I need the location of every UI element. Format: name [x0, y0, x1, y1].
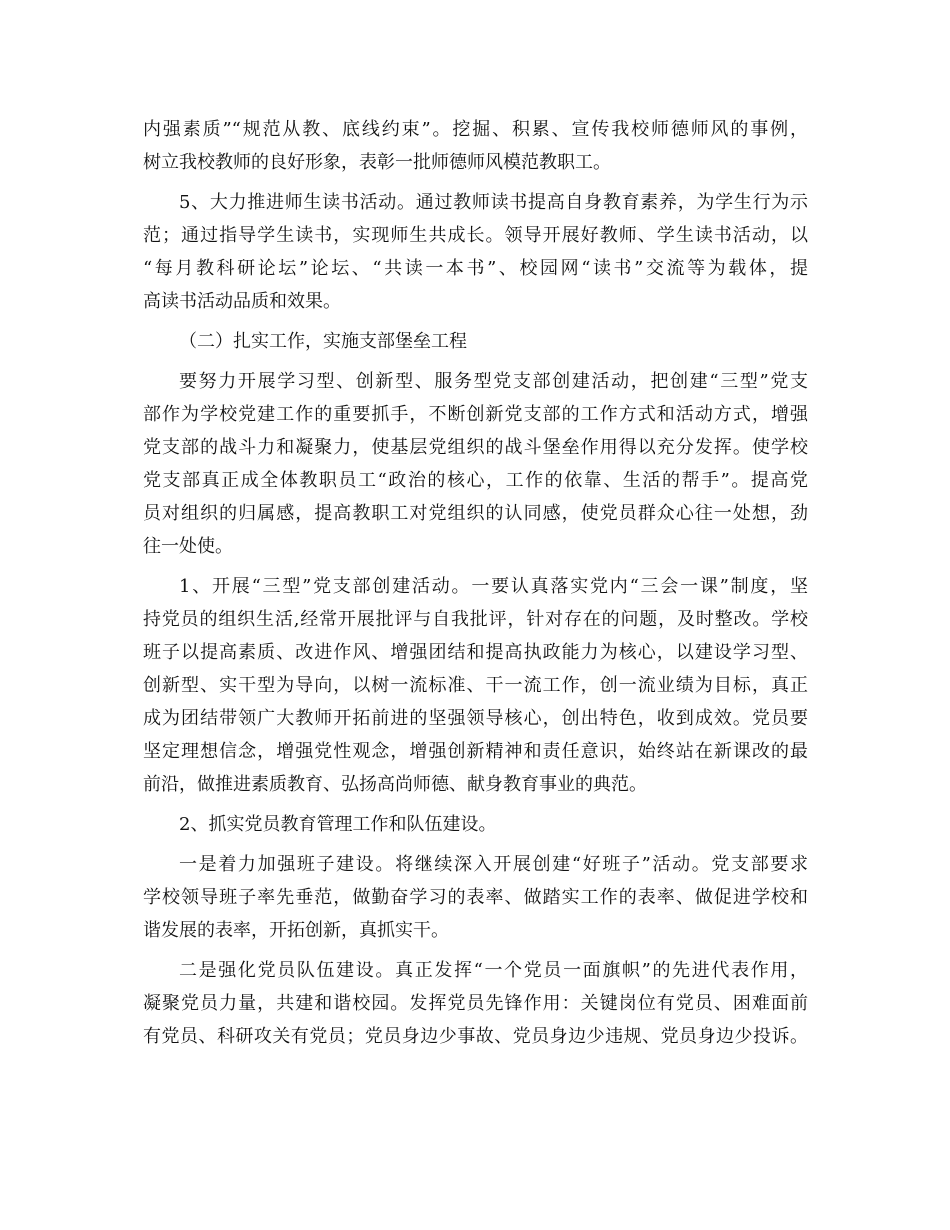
text-line: 2、抓实党员教育管理工作和队伍建设。: [179, 814, 497, 835]
text-line: 部作为学校党建工作的重要抓手，不断创新党支部的工作方式和活动方式，增强: [143, 404, 808, 425]
text-line: 员对组织的归属感，提高教职工对党组织的认同感，使党员群众心往一处想，劲: [143, 503, 808, 524]
text-line: 班子以提高素质、改进作风、增强团结和提高执政能力为核心，以建设学习型、: [143, 642, 808, 663]
text-line: “每月教科研论坛”论坛、“共读一本书”、校园网“读书”交流等为载体，提: [143, 258, 808, 279]
text-line: 1、开展“三型”党支部创建活动。一要认真落实党内“三会一课”制度，坚: [179, 576, 808, 597]
section-heading: （二）扎实工作，实施支部堡垒工程: [179, 331, 467, 352]
text-line: 高读书活动品质和效果。: [143, 291, 341, 312]
text-line: 一是着力加强班子建设。将继续深入开展创建“好班子”活动。党支部要求: [179, 854, 808, 875]
text-line: 成为团结带领广大教师开拓前进的坚强领导核心，创出特色，收到成效。党员要: [143, 708, 808, 729]
text-line: 要努力开展学习型、创新型、服务型党支部创建活动，把创建“三型”党支: [179, 371, 808, 392]
text-line: 前沿，做推进素质教育、弘扬高尚师德、献身教育事业的典范。: [143, 774, 647, 795]
text-line: 范；通过指导学生读书，实现师生共成长。领导开展好教师、学生读书活动，以: [143, 225, 808, 246]
text-line: 持党员的组织生活,经常开展批评与自我批评，针对存在的问题，及时整改。学校: [143, 609, 808, 630]
document-body: [143, 113, 808, 1053]
text-line: 5、大力推进师生读书活动。通过教师读书提高自身教育素养，为学生行为示: [179, 192, 808, 213]
text-line: 树立我校教师的良好形象，表彰一批师德师风模范教职工。: [143, 152, 611, 173]
text-line: 内强素质”“规范从教、底线约束”。挖掘、积累、宣传我校师德师风的事例，: [143, 119, 808, 140]
text-line: 党支部的战斗力和凝聚力，使基层党组织的战斗堡垒作用得以充分发挥。使学校: [143, 437, 808, 458]
text-line: 谐发展的表率，开拓创新，真抓实干。: [143, 920, 449, 941]
text-line: 凝聚党员力量，共建和谐校园。发挥党员先锋作用：关键岗位有党员、困难面前: [143, 993, 808, 1014]
text-line: 有党员、科研攻关有党员；党员身边少事故、党员身边少违规、党员身边少投诉。: [143, 1026, 808, 1047]
text-line: 二是强化党员队伍建设。真正发挥“一个党员一面旗帜”的先进代表作用，: [179, 960, 808, 981]
text-line: 学校领导班子率先垂范，做勤奋学习的表率、做踏实工作的表率、做促进学校和: [143, 887, 808, 908]
text-line: 往一处使。: [143, 536, 233, 557]
text-line: 坚定理想信念，增强党性观念，增强创新精神和责任意识，始终站在新课改的最: [143, 741, 808, 762]
text-line: 党支部真正成全体教职员工“政治的核心，工作的依靠、生活的帮手”。提高党: [143, 470, 808, 491]
text-line: 创新型、实干型为导向，以树一流标准、干一流工作，创一流业绩为目标，真正: [143, 675, 808, 696]
